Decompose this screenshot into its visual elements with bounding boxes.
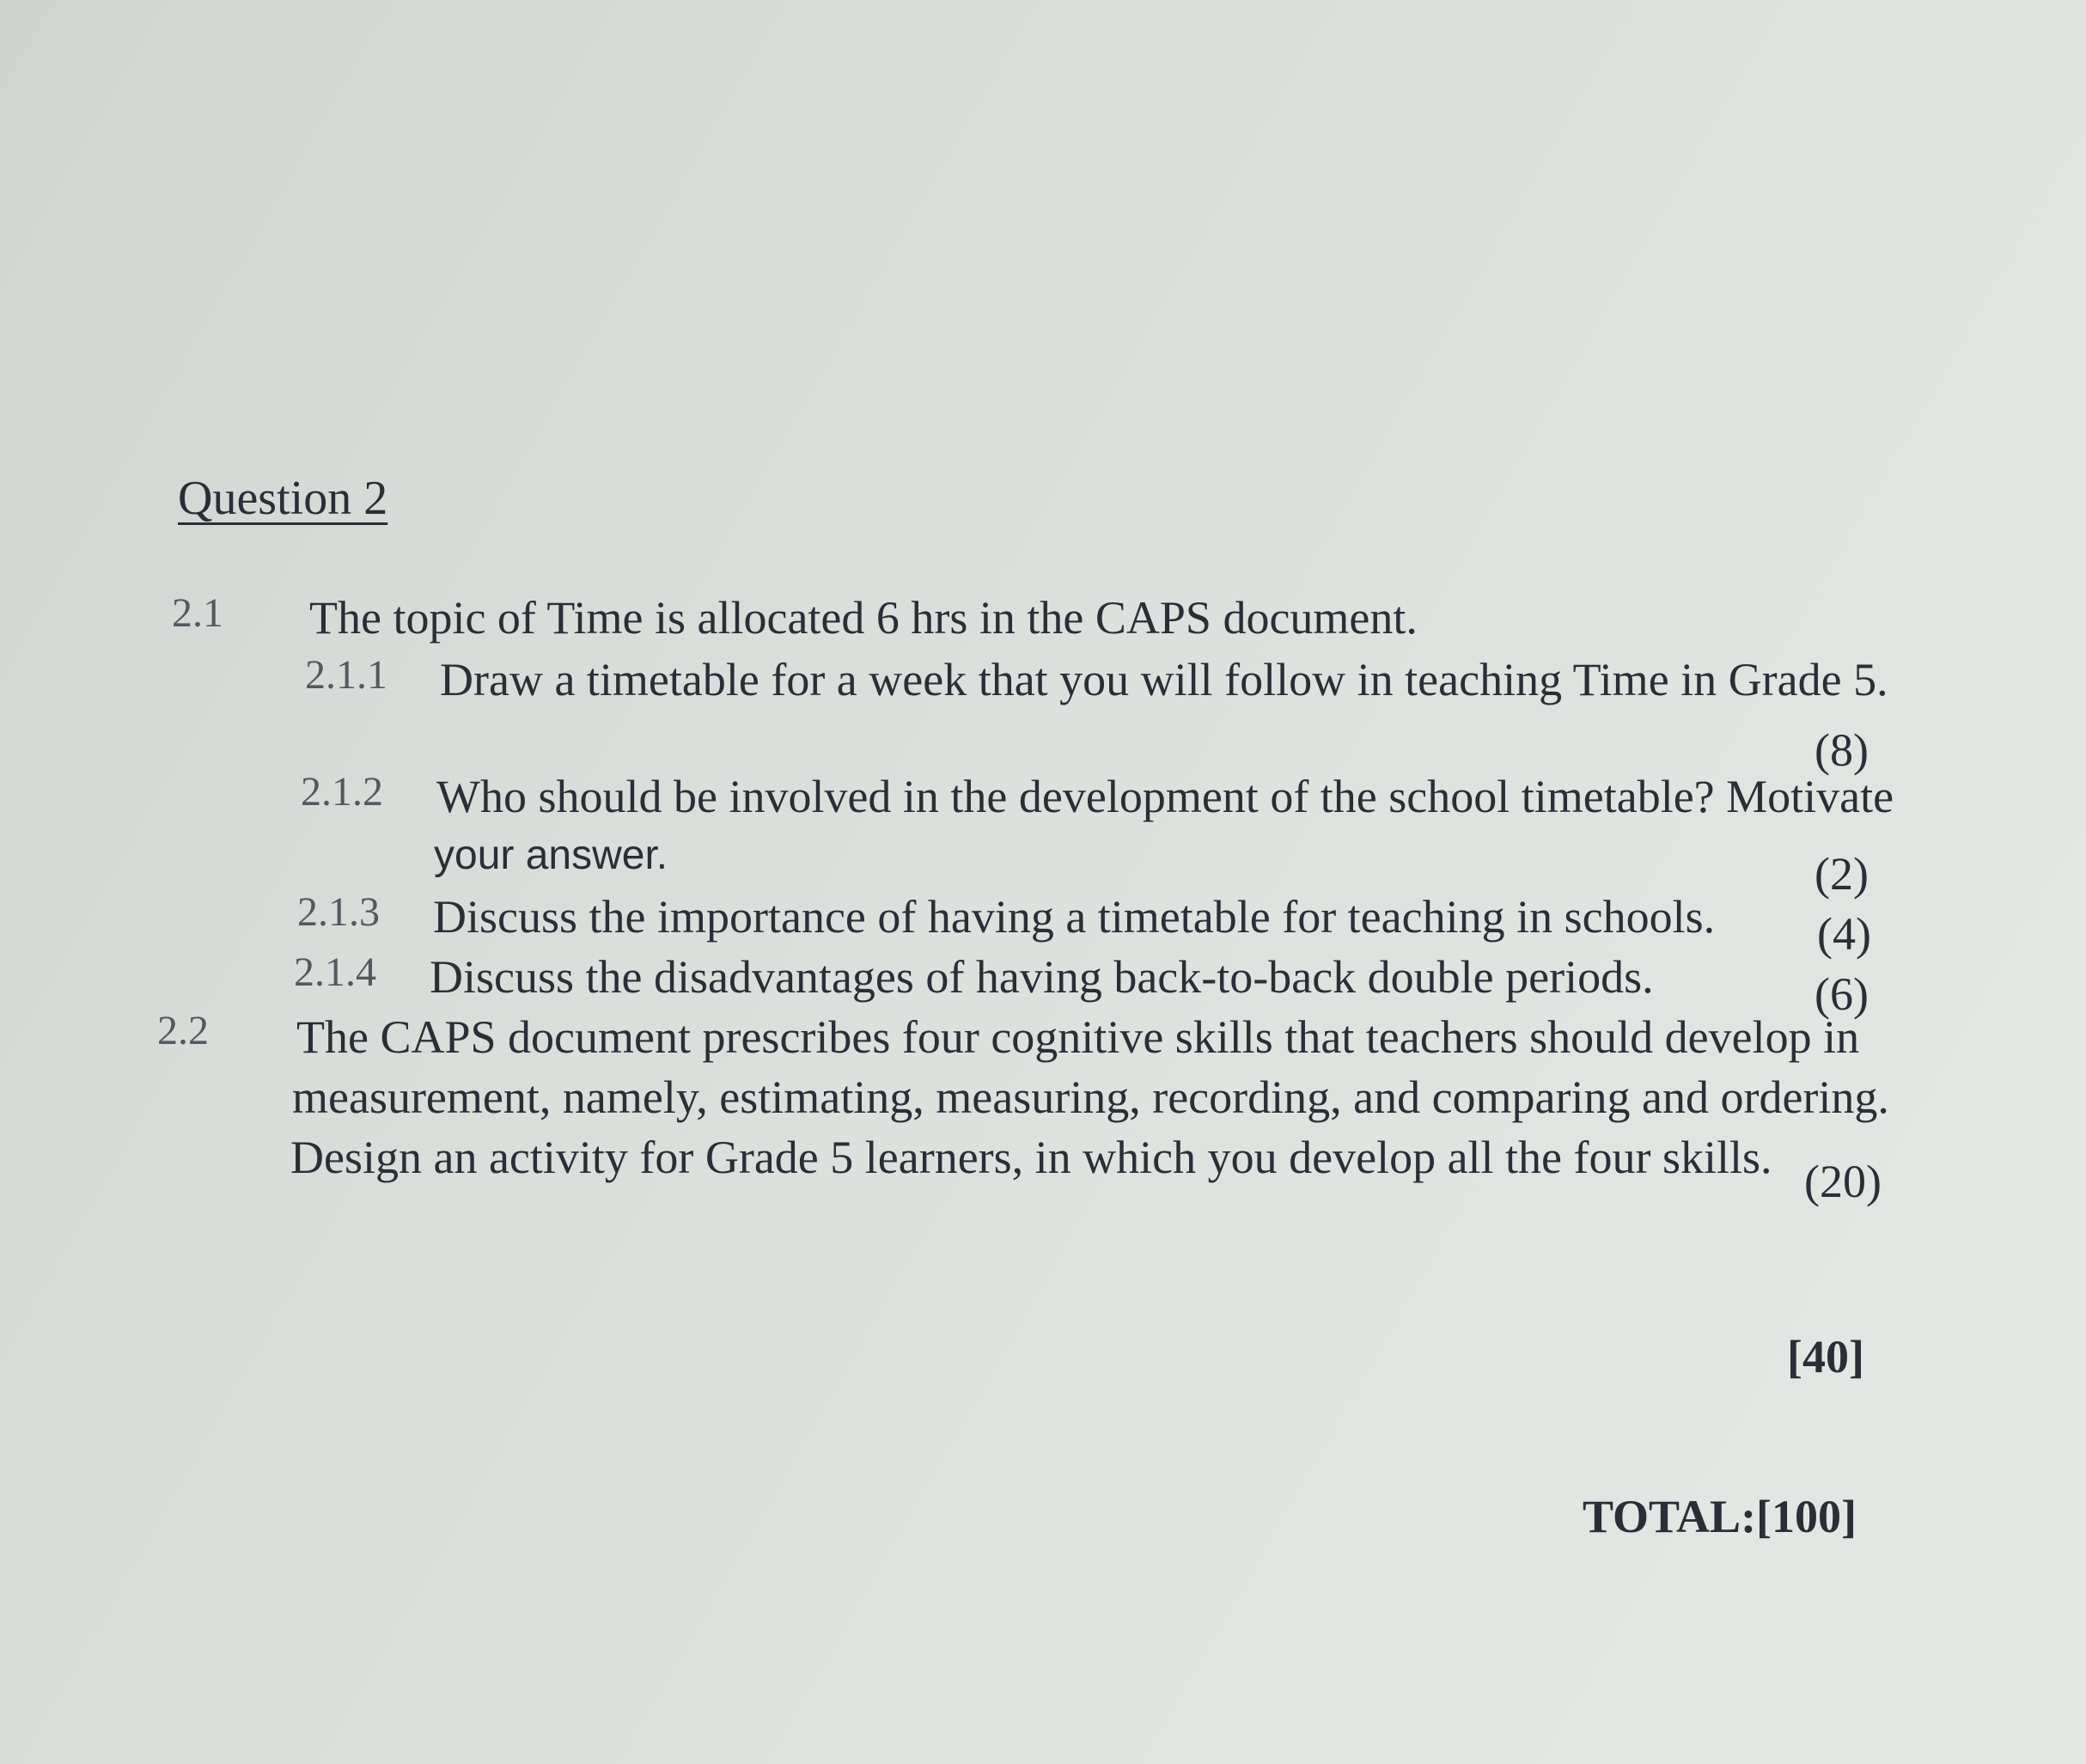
question-2-1-2-text-line2: your answer. bbox=[434, 833, 668, 878]
question-2-1-text: The topic of Time is allocated 6 hrs in the CAPS document. bbox=[309, 592, 1418, 644]
question-number-2-2: 2.2 bbox=[157, 1008, 209, 1053]
question-number-2-1: 2.1 bbox=[172, 590, 223, 636]
question-2-1-1-marks: (8) bbox=[1815, 724, 1869, 776]
section-total: [40] bbox=[1787, 1331, 1864, 1383]
question-2-2-marks: (20) bbox=[1804, 1156, 1882, 1207]
question-2-2-text-line1: The CAPS document prescribes four cognitive skills that teachers should develop in bbox=[296, 1011, 1860, 1063]
question-2-2-text-line3: Design an activity for Grade 5 learners, in which you develop all the four skills. bbox=[290, 1132, 1772, 1183]
question-number-2-1-3: 2.1.3 bbox=[297, 889, 380, 935]
question-number-2-1-4: 2.1.4 bbox=[294, 949, 376, 995]
question-2-1-2-marks: (2) bbox=[1815, 848, 1869, 900]
question-2-2-text-line2: measurement, namely, estimating, measuring, recording, and comparing and ordering. bbox=[292, 1071, 1889, 1123]
question-2-1-4-marks: (6) bbox=[1815, 968, 1869, 1020]
question-heading: Question 2 bbox=[178, 472, 388, 525]
grand-total: TOTAL:[100] bbox=[1583, 1491, 1857, 1542]
question-2-1-2-text-line1: Who should be involved in the development of the school timetable? Motivate bbox=[436, 771, 1894, 822]
question-2-1-3-text: Discuss the importance of having a timetable for teaching in schools. bbox=[433, 891, 1716, 943]
question-number-2-1-2: 2.1.2 bbox=[301, 769, 383, 815]
question-number-2-1-1: 2.1.1 bbox=[305, 652, 387, 698]
question-2-1-1-text: Draw a timetable for a week that you will follow in teaching Time in Grade 5. bbox=[440, 654, 1888, 705]
question-2-1-3-marks: (4) bbox=[1817, 908, 1871, 960]
question-2-1-4-text: Discuss the disadvantages of having back-to-back double periods. bbox=[430, 951, 1654, 1003]
